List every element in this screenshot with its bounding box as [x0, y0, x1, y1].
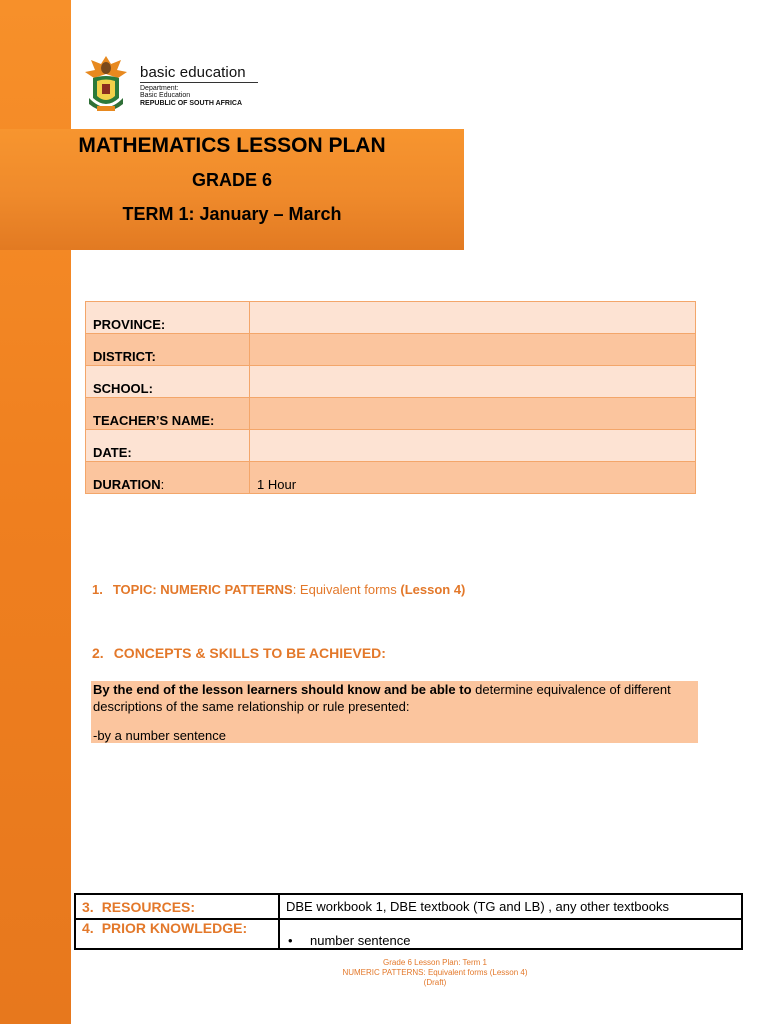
footer-line-3: (Draft)	[423, 978, 447, 987]
logo-department-label: Department:	[140, 85, 179, 92]
table-row	[75, 894, 742, 919]
logo-name: basic education	[140, 64, 246, 81]
table-row	[86, 462, 696, 494]
page-footer	[300, 958, 570, 988]
topic-lesson: (Lesson 4)	[400, 582, 466, 597]
school-value[interactable]	[250, 366, 696, 398]
table-row	[86, 302, 696, 334]
duration-label: DURATION:	[86, 462, 250, 494]
grade-title: GRADE 6	[191, 170, 272, 190]
table-row	[86, 430, 696, 462]
topic-label: TOPIC: NUMERIC PATTERNS	[112, 582, 293, 597]
resources-value: DBE workbook 1, DBE textbook (TG and LB) , any other textbooks	[279, 894, 742, 919]
concepts-box	[91, 681, 698, 743]
document-title: MATHEMATICS LESSON PLAN	[78, 134, 386, 157]
concepts-number: 2.	[92, 645, 104, 661]
concepts-heading	[92, 645, 386, 661]
dbe-logo	[83, 52, 261, 116]
footer-line-1: Grade 6 Lesson Plan: Term 1	[383, 958, 487, 967]
coat-of-arms-icon	[83, 54, 129, 116]
logo-country: REPUBLIC OF SOUTH AFRICA	[140, 100, 243, 107]
prior-knowledge-value: • number sentence	[279, 919, 742, 949]
teacher-name-label: TEACHER’S NAME:	[86, 398, 250, 430]
resources-label: 3. RESOURCES:	[75, 894, 279, 919]
logo-divider	[140, 82, 258, 83]
table-row	[86, 398, 696, 430]
province-label: PROVINCE:	[86, 302, 250, 334]
resources-table	[74, 893, 743, 950]
lesson-info-table	[85, 301, 696, 494]
bullet-icon: •	[288, 933, 293, 948]
concepts-label: CONCEPTS & SKILLS TO BE ACHIEVED:	[113, 645, 386, 661]
district-value[interactable]	[250, 334, 696, 366]
topic-heading: 1. TOPIC: NUMERIC PATTERNS: Equivalent forms (Lesson 4)	[92, 582, 466, 597]
date-label: DATE:	[86, 430, 250, 462]
concepts-statement: By the end of the lesson learners should know and be able to determine equivalence of different descriptions of the same relationship or rule presented:	[93, 682, 671, 714]
school-label: SCHOOL:	[86, 366, 250, 398]
footer-line-2: NUMERIC PATTERNS: Equivalent forms (Lesson 4)	[342, 968, 528, 977]
topic-number: 1.	[92, 582, 103, 597]
term-title: TERM 1: January – March	[122, 204, 342, 224]
province-value[interactable]	[250, 302, 696, 334]
teacher-name-value[interactable]	[250, 398, 696, 430]
table-row	[86, 366, 696, 398]
title-banner	[0, 129, 464, 250]
date-value[interactable]	[250, 430, 696, 462]
duration-value[interactable]: 1 Hour	[250, 462, 696, 494]
district-label: DISTRICT:	[86, 334, 250, 366]
topic-text: Equivalent forms	[296, 582, 401, 597]
prior-knowledge-label: 4. PRIOR KNOWLEDGE:	[75, 919, 279, 949]
table-row	[75, 919, 742, 949]
concepts-item: -by a number sentence	[93, 728, 226, 743]
logo-department-name: Basic Education	[140, 92, 191, 99]
table-row	[86, 334, 696, 366]
